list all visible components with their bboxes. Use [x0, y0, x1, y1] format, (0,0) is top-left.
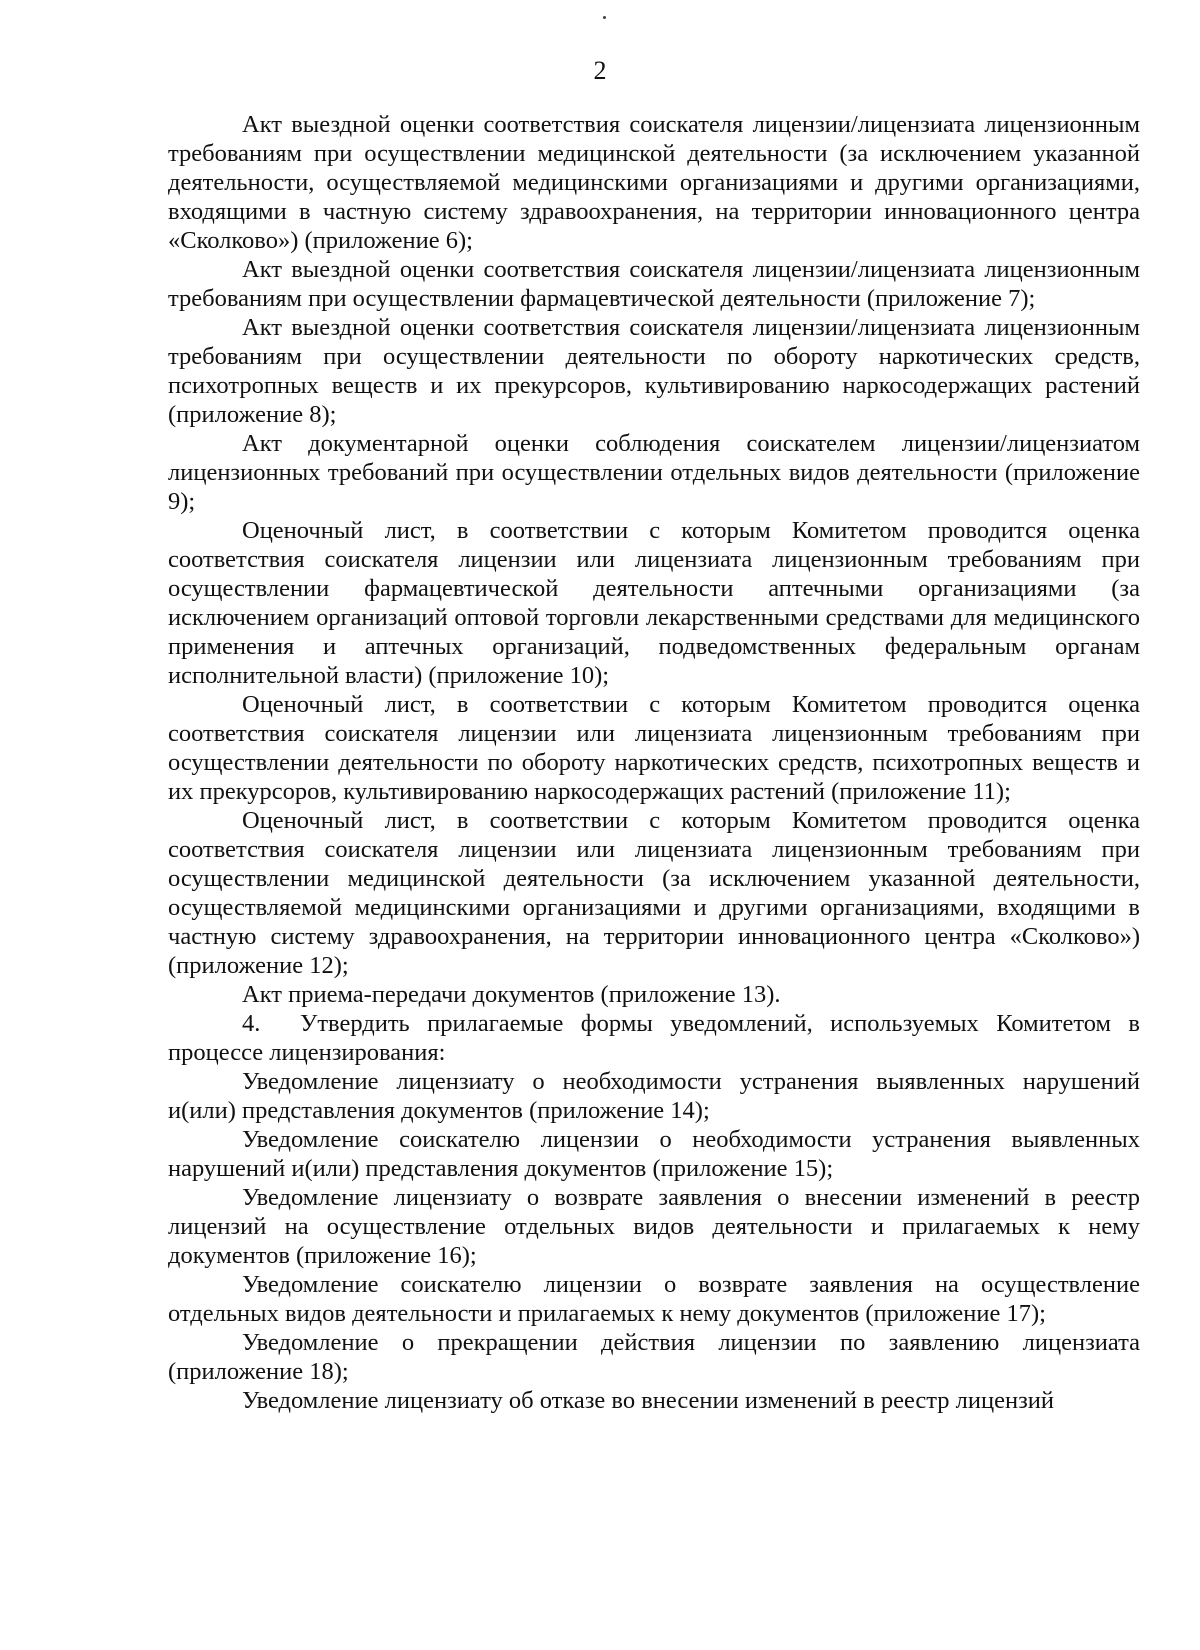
notification-14: Уведомление лицензиату о необходимости устранения выявленных нарушений и(или) представления документов (приложение 14);	[168, 1068, 1140, 1124]
paragraph-checklist-medical: Оценочный лист, в соответствии с которым Комитетом проводится оценка соответствия соискателя лицензии или лицензиата лицензионным требованиям при осуществлении медицинской деятельности (за исключением указанной деятельности, осуществляемой медицинскими организациями и другими организациями, входящими в частную систему здравоохранения, на территории инновационного центра «Сколково») (приложение 12);	[168, 807, 1140, 979]
notification-refusal: Уведомление лицензиату об отказе во внесении изменений в реестр лицензий	[242, 1387, 1055, 1414]
paragraph-act-transfer: Акт приема-передачи документов (приложение 13).	[242, 981, 781, 1008]
item-4-text: Утвердить прилагаемые формы уведомлений, используемых Комитетом в процессе лицензирования:	[168, 1010, 1140, 1066]
notification-17: Уведомление соискателю лицензии о возврате заявления на осуществление отдельных видов деятельности и прилагаемых к нему документов (приложение 17);	[168, 1271, 1140, 1327]
paragraph-act-narcotics: Акт выездной оценки соответствия соискателя лицензии/лицензиата лицензионным требованиям при осуществлении деятельности по обороту наркотических средств, психотропных веществ и их прекурсоров, культивированию наркосодержащих растений (приложение 8);	[168, 314, 1140, 428]
paragraph-checklist-narcotics: Оценочный лист, в соответствии с которым Комитетом проводится оценка соответствия соискателя лицензии или лицензиата лицензионным требованиям при осуществлении деятельности по обороту наркотических средств, психотропных веществ и их прекурсоров, культивированию наркосодержащих растений (приложение 11);	[168, 691, 1140, 805]
paragraph-act-pharmacy: Акт выездной оценки соответствия соискателя лицензии/лицензиата лицензионным требованиям при осуществлении фармацевтической деятельности (приложение 7);	[168, 256, 1140, 312]
paragraph-act-medical: Акт выездной оценки соответствия соискателя лицензии/лицензиата лицензионным требованиям при осуществлении медицинской деятельности (за исключением указанной деятельности, осуществляемой медицинскими организациями и другими организациями, входящими в частную систему здравоохранения, на территории инновационного центра «Сколково») (приложение 6);	[168, 111, 1140, 254]
notification-15: Уведомление соискателю лицензии о необходимости устранения выявленных нарушений и(или) представления документов (приложение 15);	[168, 1126, 1140, 1182]
document-body	[168, 110, 1140, 1415]
paragraph-act-documentary: Акт документарной оценки соблюдения соискателем лицензии/лицензиатом лицензионных требований при осуществлении отдельных видов деятельности (приложение 9);	[168, 430, 1140, 515]
notification-16: Уведомление лицензиату о возврате заявления о внесении изменений в реестр лицензий на осуществление отдельных видов деятельности и прилагаемых к нему документов (приложение 16);	[168, 1184, 1140, 1269]
page-number: 2	[593, 56, 607, 85]
item-4	[168, 1009, 1140, 1067]
scan-speck	[603, 16, 606, 19]
item-4-number: 4.	[242, 1010, 261, 1037]
paragraph-checklist-pharmacy: Оценочный лист, в соответствии с которым Комитетом проводится оценка соответствия соискателя лицензии или лицензиата лицензионным требованиям при осуществлении фармацевтической деятельности аптечными организациями (за исключением организаций оптовой торговли лекарственными средствами для медицинского применения и аптечных организаций, подведомственных федеральным органам исполнительной власти) (приложение 10);	[168, 517, 1140, 689]
notification-18: Уведомление о прекращении действия лицензии по заявлению лицензиата (приложение 18);	[168, 1329, 1140, 1385]
